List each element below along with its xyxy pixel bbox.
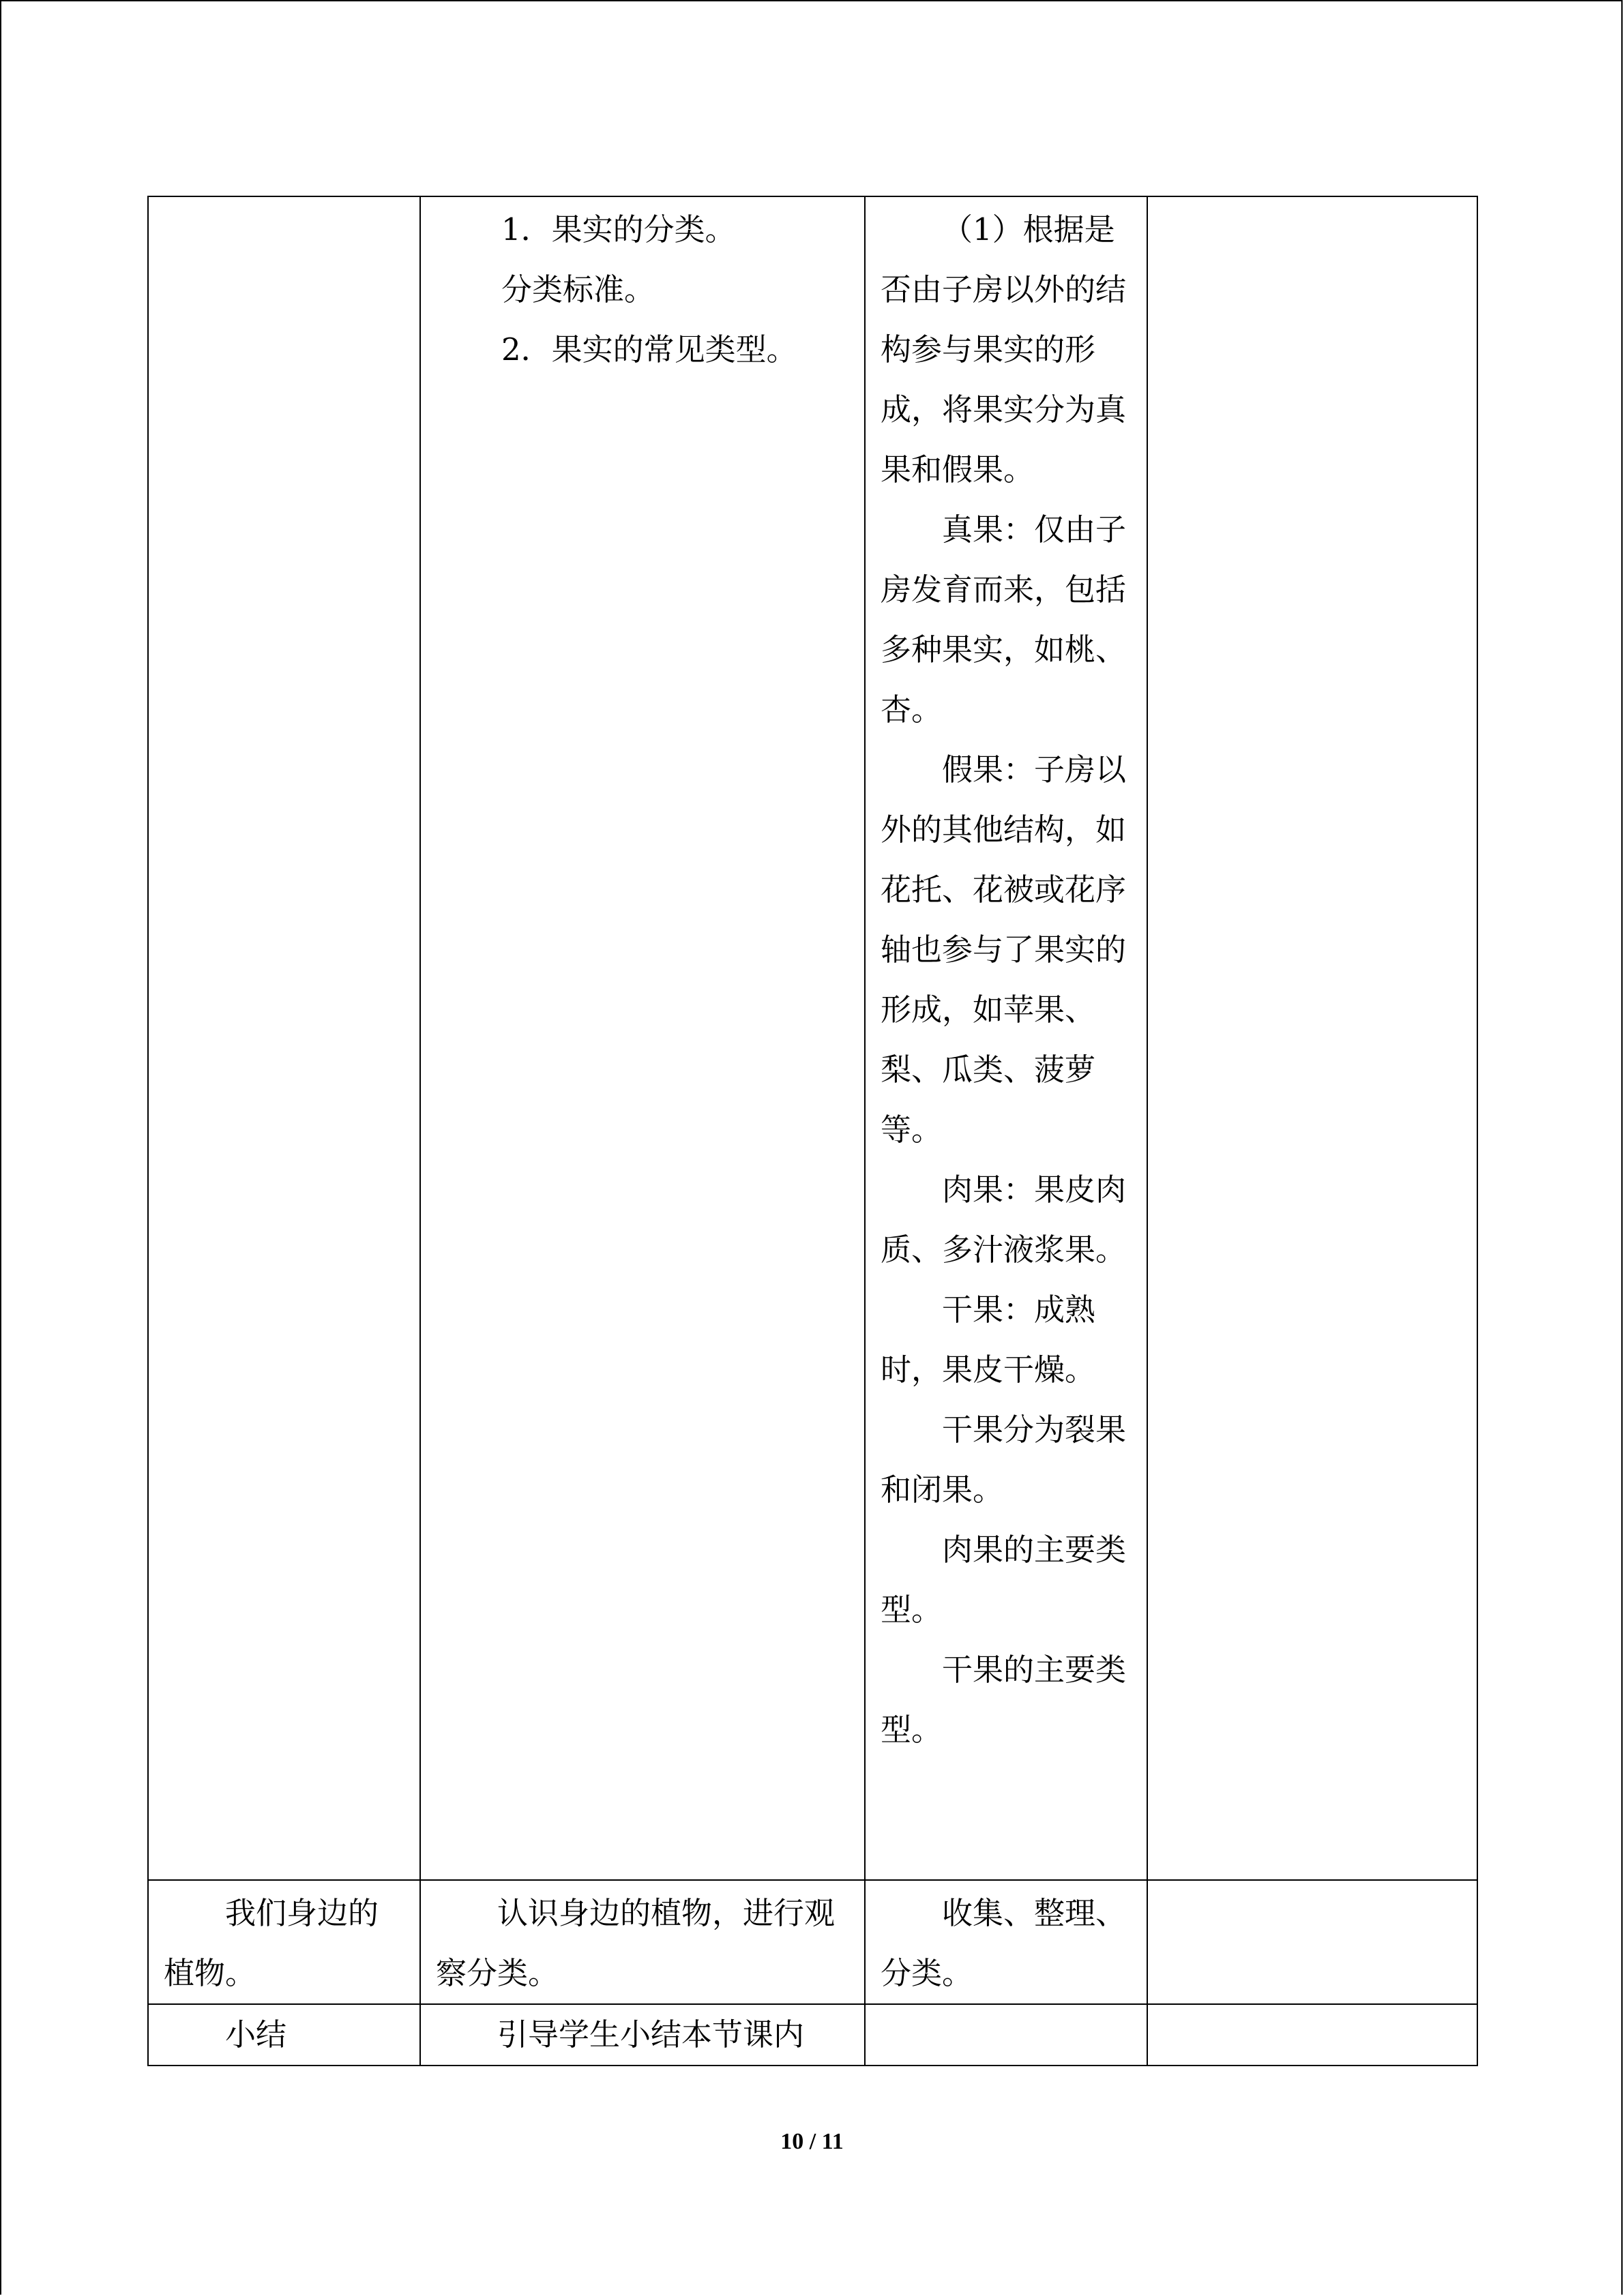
lesson-plan-table bbox=[147, 196, 1478, 2066]
content-paragraph: 干果分为裂果和闭果。 bbox=[881, 1412, 1127, 1508]
page-number: 10 / 11 bbox=[780, 2129, 844, 2154]
table-row bbox=[148, 1880, 1477, 2004]
table-cell-empty bbox=[865, 2004, 1147, 2066]
table-cell-section bbox=[148, 2004, 420, 2066]
table-cell-empty bbox=[1147, 2004, 1477, 2066]
table-cell-empty bbox=[1147, 196, 1477, 1880]
table-cell-teaching-content bbox=[420, 1880, 865, 2004]
table-cell-student-activity bbox=[865, 1880, 1147, 2004]
content-paragraph: 小结 bbox=[225, 2016, 287, 2053]
content-paragraph: 干果：成熟时，果皮干燥。 bbox=[881, 1292, 1096, 1388]
table-row bbox=[148, 196, 1477, 1880]
content-paragraph: （1）根据是否由子房以外的结构参与果实的形成，将果实分为真果和假果。 bbox=[881, 211, 1127, 488]
table-cell-teaching-content bbox=[420, 2004, 865, 2066]
content-line: 2．果实的常见类型。 bbox=[501, 331, 797, 368]
table-row bbox=[148, 2004, 1477, 2066]
content-paragraph: 肉果的主要类型。 bbox=[881, 1532, 1127, 1628]
content-line: 分类标准。 bbox=[501, 271, 655, 308]
content-paragraph: 认识身边的植物，进行观察分类。 bbox=[436, 1895, 836, 1991]
content-paragraph: 真果：仅由子房发育而来，包括多种果实，如桃、杏。 bbox=[881, 511, 1127, 728]
table-cell-empty bbox=[148, 196, 420, 1880]
table-cell-empty bbox=[1147, 1880, 1477, 2004]
table-cell-section bbox=[148, 1880, 420, 2004]
content-paragraph: 肉果：果皮肉质、多汁液浆果。 bbox=[881, 1172, 1127, 1268]
content-line: 1．果实的分类。 bbox=[501, 211, 736, 248]
content-paragraph: 引导学生小结本节课内 bbox=[497, 2016, 805, 2053]
content-paragraph: 我们身边的植物。 bbox=[164, 1895, 379, 1991]
content-paragraph: 假果：子房以外的其他结构，如花托、花被或花序轴也参与了果实的形成，如苹果、梨、瓜类、菠萝等。 bbox=[881, 751, 1127, 1148]
content-paragraph: 干果的主要类型。 bbox=[881, 1652, 1127, 1748]
content-paragraph: 收集、整理、分类。 bbox=[881, 1895, 1127, 1991]
table-cell-teaching-content bbox=[420, 196, 865, 1880]
table-cell-student-activity bbox=[865, 196, 1147, 1880]
